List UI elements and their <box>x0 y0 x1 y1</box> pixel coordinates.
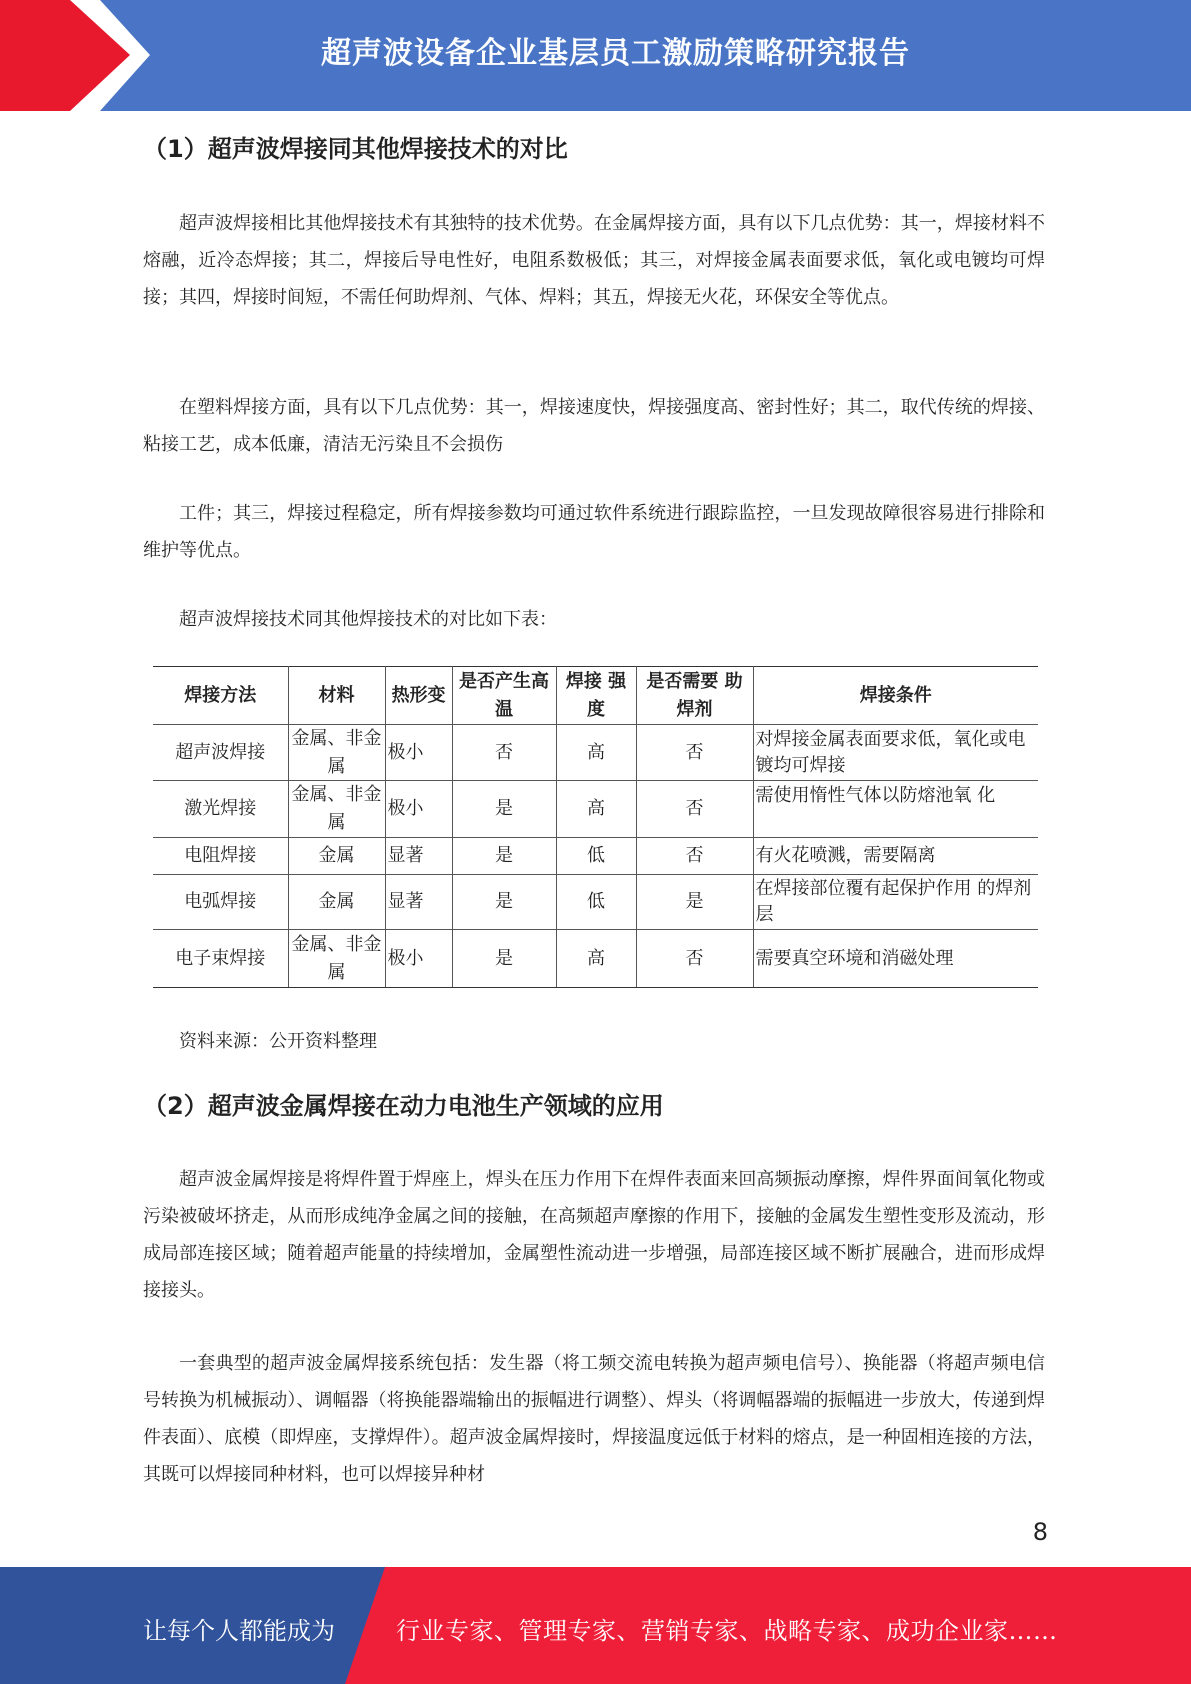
table-cell: 是 <box>452 781 556 838</box>
table-cell: 高 <box>556 930 636 988</box>
column-header: 焊接条件 <box>753 667 1038 725</box>
table-cell: 是 <box>636 875 753 930</box>
table-cell: 电弧焊接 <box>153 875 288 930</box>
table-cell: 否 <box>636 725 753 781</box>
table-row <box>153 781 1038 838</box>
column-header: 是否需要 助焊剂 <box>636 667 753 725</box>
table-header-row <box>153 667 1038 725</box>
table-cell: 需要真空环境和消磁处理 <box>753 930 1038 988</box>
column-header: 材料 <box>288 667 385 725</box>
table-cell: 低 <box>556 875 636 930</box>
table-cell: 否 <box>452 725 556 781</box>
cell-text: 对焊接金属表面要求低，氧化或电镀均可焊接 <box>755 728 1026 776</box>
table-cell: 否 <box>636 930 753 988</box>
table-cell <box>753 781 1038 838</box>
table-row <box>153 930 1038 988</box>
column-header: 焊接方法 <box>153 667 288 725</box>
section1-paragraph-3: 工件；其三，焊接过程稳定，所有焊接参数均可通过软件系统进行跟踪监控，一旦发现故障很容易进行排除和维护等优点。 <box>143 503 1045 561</box>
footer-slogan-left: 让每个人都能成为 <box>143 1617 335 1645</box>
table-cell: 否 <box>636 781 753 838</box>
column-header: 热形变 <box>385 667 452 725</box>
table-cell: 电阻焊接 <box>153 838 288 875</box>
section1-heading: （1）超声波焊接同其他焊接技术的对比 <box>143 135 568 163</box>
section1-paragraph-2: 在塑料焊接方面，具有以下几点优势：其一，焊接速度快，焊接强度高、密封性好；其二，取代传统的焊接、粘接工艺，成本低廉，清洁无污染且不会损伤 <box>143 397 1045 455</box>
table-cell: 金属 <box>288 838 385 875</box>
page-header <box>0 0 1191 111</box>
table-cell: 低 <box>556 838 636 875</box>
section2-paragraph-1: 超声波金属焊接是将焊件置于焊座上，焊头在压力作用下在焊件表面来回高频振动摩擦，焊件界面间氧化物或污染被破坏挤走，从而形成纯净金属之间的接触，在高频超声摩擦的作用下，接触的金属发生塑性变形及流动，形成局部连接区域；随着超声能量的持续增加，金属塑性流动进一步增强，局部连接区域不断扩展融合，进而形成焊接接头。 <box>143 1169 1045 1301</box>
table-cell: 在焊接部位覆有起保护作用 的焊剂层 <box>753 875 1038 930</box>
section1-paragraph-1: 超声波焊接相比其他焊接技术有其独特的技术优势。在金属焊接方面，具有以下几点优势：其一，焊接材料不熔融，近冷态焊接；其二，焊接后导电性好，电阻系数极低；其三，对焊接金属表面要求低，氧化或电镀均可焊接；其四，焊接时间短，不需任何助焊剂、气体、焊料；其五，焊接无火花，环保安全等优点。 <box>143 213 1045 308</box>
page-number: 8 <box>1032 1518 1048 1546</box>
section2-paragraph-2: 一套典型的超声波金属焊接系统包括：发生器（将工频交流电转换为超声频电信号）、换能器（将超声频电信号转换为机械振动）、调幅器（将换能器端输出的振幅进行调整）、焊头（将调幅器端的振幅进一步放大，传递到焊件表面）、底模（即焊座，支撑焊件）。超声波金属焊接时，焊接温度远低于材料的熔点，是一种固相连接的方法，其既可以焊接同种材料，也可以焊接异种材 <box>143 1353 1045 1485</box>
table-cell: 金属、非金属 <box>288 930 385 988</box>
table-row <box>153 838 1038 875</box>
table-row <box>153 875 1038 930</box>
table-cell: 金属 <box>288 875 385 930</box>
cell-text: 需使用惰性气体以防熔池氧 化 <box>755 785 996 806</box>
table-cell: 否 <box>636 838 753 875</box>
cell-text: 金属、非金属 <box>291 727 382 777</box>
table-cell: 电子束焊接 <box>153 930 288 988</box>
page-footer <box>0 1567 1191 1684</box>
table-cell: 极小 <box>385 725 452 781</box>
table-cell: 极小 <box>385 930 452 988</box>
table-cell: 有火花喷溅，需要隔离 <box>753 838 1038 875</box>
table-cell: 高 <box>556 781 636 838</box>
table-cell <box>288 725 385 781</box>
table-cell: 超声波焊接 <box>153 725 288 781</box>
table-cell: 显著 <box>385 838 452 875</box>
table-cell <box>288 781 385 838</box>
section2-heading: （2）超声波金属焊接在动力电池生产领域的应用 <box>143 1092 664 1120</box>
table-cell: 显著 <box>385 875 452 930</box>
table-source-note: 资料来源：公开资料整理 <box>179 1031 377 1052</box>
table-row <box>153 725 1038 781</box>
table-intro: 超声波焊接技术同其他焊接技术的对比如下表： <box>179 609 557 630</box>
table-cell: 高 <box>556 725 636 781</box>
footer-slogan-right: 行业专家、管理专家、营销专家、战略专家、成功企业家…… <box>396 1617 1058 1645</box>
column-header: 焊接 强度 <box>556 667 636 725</box>
table-cell: 是 <box>452 930 556 988</box>
report-title: 超声波设备企业基层员工激励策略研究报告 <box>321 36 910 71</box>
table-cell: 极小 <box>385 781 452 838</box>
table-cell: 是 <box>452 838 556 875</box>
table-cell: 激光焊接 <box>153 781 288 838</box>
table-cell: 是 <box>452 875 556 930</box>
welding-comparison-table <box>153 666 1038 988</box>
column-header: 是否产生高温 <box>452 667 556 725</box>
table-cell <box>753 725 1038 781</box>
cell-text: 金属、非金属 <box>291 784 382 833</box>
